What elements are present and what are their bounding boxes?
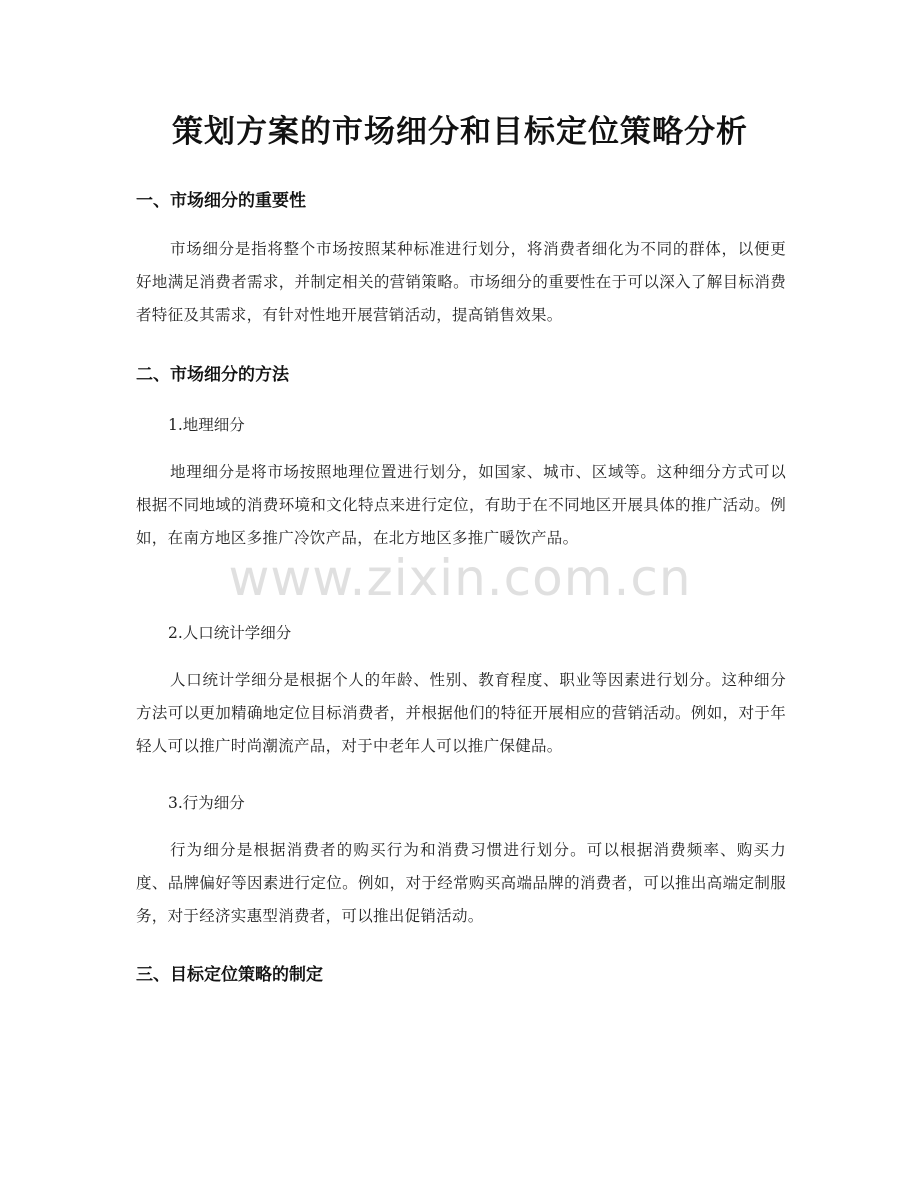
section-heading-targeting: 三、目标定位策略的制定 [136, 965, 323, 985]
subheading-behavioral: 3.行为细分 [168, 794, 245, 812]
paragraph-behavioral: 行为细分是根据消费者的购买行为和消费习惯进行划分。可以根据消费频率、购买力度、品牌偏好等因素进行定位。例如，对于经常购买高端品牌的消费者，可以推出高端定制服务，对于经济实惠型消费者，可以推出促销活动。 [136, 841, 786, 925]
document-title: 策划方案的市场细分和目标定位策略分析 [172, 114, 748, 150]
section-heading-importance: 一、市场细分的重要性 [136, 191, 306, 211]
paragraph-importance: 市场细分是指将整个市场按照某种标准进行划分，将消费者细化为不同的群体，以便更好地满足消费者需求，并制定相关的营销策略。市场细分的重要性在于可以深入了解目标消费者特征及其需求，有针对性地开展营销活动，提高销售效果。 [136, 240, 786, 324]
subheading-demographic: 2.人口统计学细分 [168, 624, 292, 642]
section-heading-methods: 二、市场细分的方法 [136, 365, 289, 385]
subheading-geographic: 1.地理细分 [168, 416, 245, 434]
paragraph-demographic: 人口统计学细分是根据个人的年龄、性别、教育程度、职业等因素进行划分。这种细分方法可以更加精确地定位目标消费者，并根据他们的特征开展相应的营销活动。例如，对于年轻人可以推广时尚潮流产品，对于中老年人可以推广保健品。 [136, 671, 786, 755]
paragraph-geographic: 地理细分是将市场按照地理位置进行划分，如国家、城市、区域等。这种细分方式可以根据不同地域的消费环境和文化特点来进行定位，有助于在不同地区开展具体的推广活动。例如，在南方地区多推广冷饮产品，在北方地区多推广暖饮产品。 [136, 463, 786, 547]
watermark: www.zixin.com.cn [228, 549, 692, 607]
